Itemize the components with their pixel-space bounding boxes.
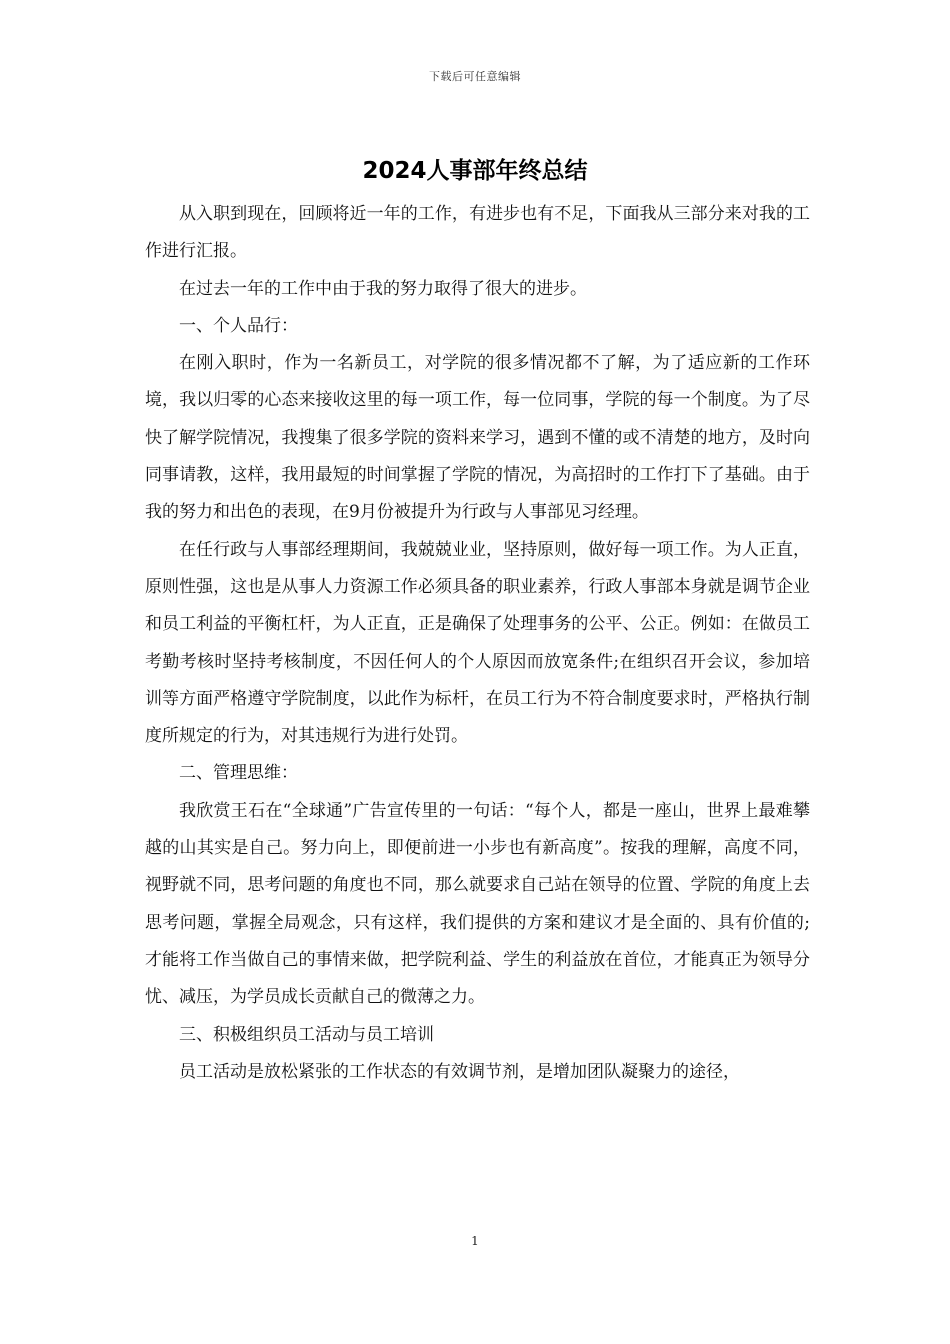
section-heading-personal-conduct: 一、个人品行： — [179, 315, 298, 336]
document-body — [145, 196, 810, 1091]
document-title: 2024人事部年终总结 — [362, 158, 588, 184]
paragraph-progress: 在过去一年的工作中由于我的努力取得了很大的进步。 — [179, 278, 587, 299]
paragraph-management-thinking: 我欣赏王石在“全球通”广告宣传里的一句话：“每个人，都是一座山，世界上最难攀越的山其实是自己。努力向上，即便前进一小步也有新高度”。按我的理解，高度不同，视野就不同，思考问题的角度也不同，那么就要求自己站在领导的位置、学院的角度上去思考问题，掌握全局观念，只有这样，我们提供的方案和建议才是全面的、具有价值的;才能将工作当做自己的事情来做，把学院利益、学生的利益放在首位，才能真正为领导分忧、减压，为学员成长贡献自己的微薄之力。 — [145, 800, 810, 1008]
paragraph-onboarding: 在刚入职时，作为一名新员工，对学院的很多情况都不了解，为了适应新的工作环境，我以归零的心态来接收这里的每一项工作，每一位同事，学院的每一个制度。为了尽快了解学院情况，我搜集了很多学院的资料来学习，遇到不懂的或不清楚的地方，及时向同事请教，这样，我用最短的时间掌握了学院的情况，为高招时的工作打下了基础。由于我的努力和出色的表现，在9月份被提升为行政与人事部见习经理。 — [145, 353, 810, 523]
paragraph-staff-activities: 员工活动是放松紧张的工作状态的有效调节剂，是增加团队凝聚力的途径， — [179, 1061, 740, 1082]
section-heading-staff-activities: 三、积极组织员工活动与员工培训 — [179, 1024, 434, 1045]
header-note: 下载后可任意编辑 — [429, 70, 521, 83]
section-heading-management-thinking: 二、管理思维： — [179, 763, 298, 784]
paragraph-intro: 从入职到现在，回顾将近一年的工作，有进步也有不足，下面我从三部分来对我的工作进行汇报。 — [145, 204, 810, 262]
page-number: 1 — [471, 1234, 479, 1248]
paragraph-manager-period: 在任行政与人事部经理期间，我兢兢业业，坚持原则，做好每一项工作。为人正直，原则性强，这也是从事人力资源工作必须具备的职业素养，行政人事部本身就是调节企业和员工利益的平衡杠杆，为人正直，正是确保了处理事务的公平、公正。例如：在做员工考勤考核时坚持考核制度，不因任何人的个人原因而放宽条件;在组织召开会议，参加培训等方面严格遵守学院制度，以此作为标杆，在员工行为不符合制度要求时，严格执行制度所规定的行为，对其违规行为进行处罚。 — [145, 539, 810, 747]
